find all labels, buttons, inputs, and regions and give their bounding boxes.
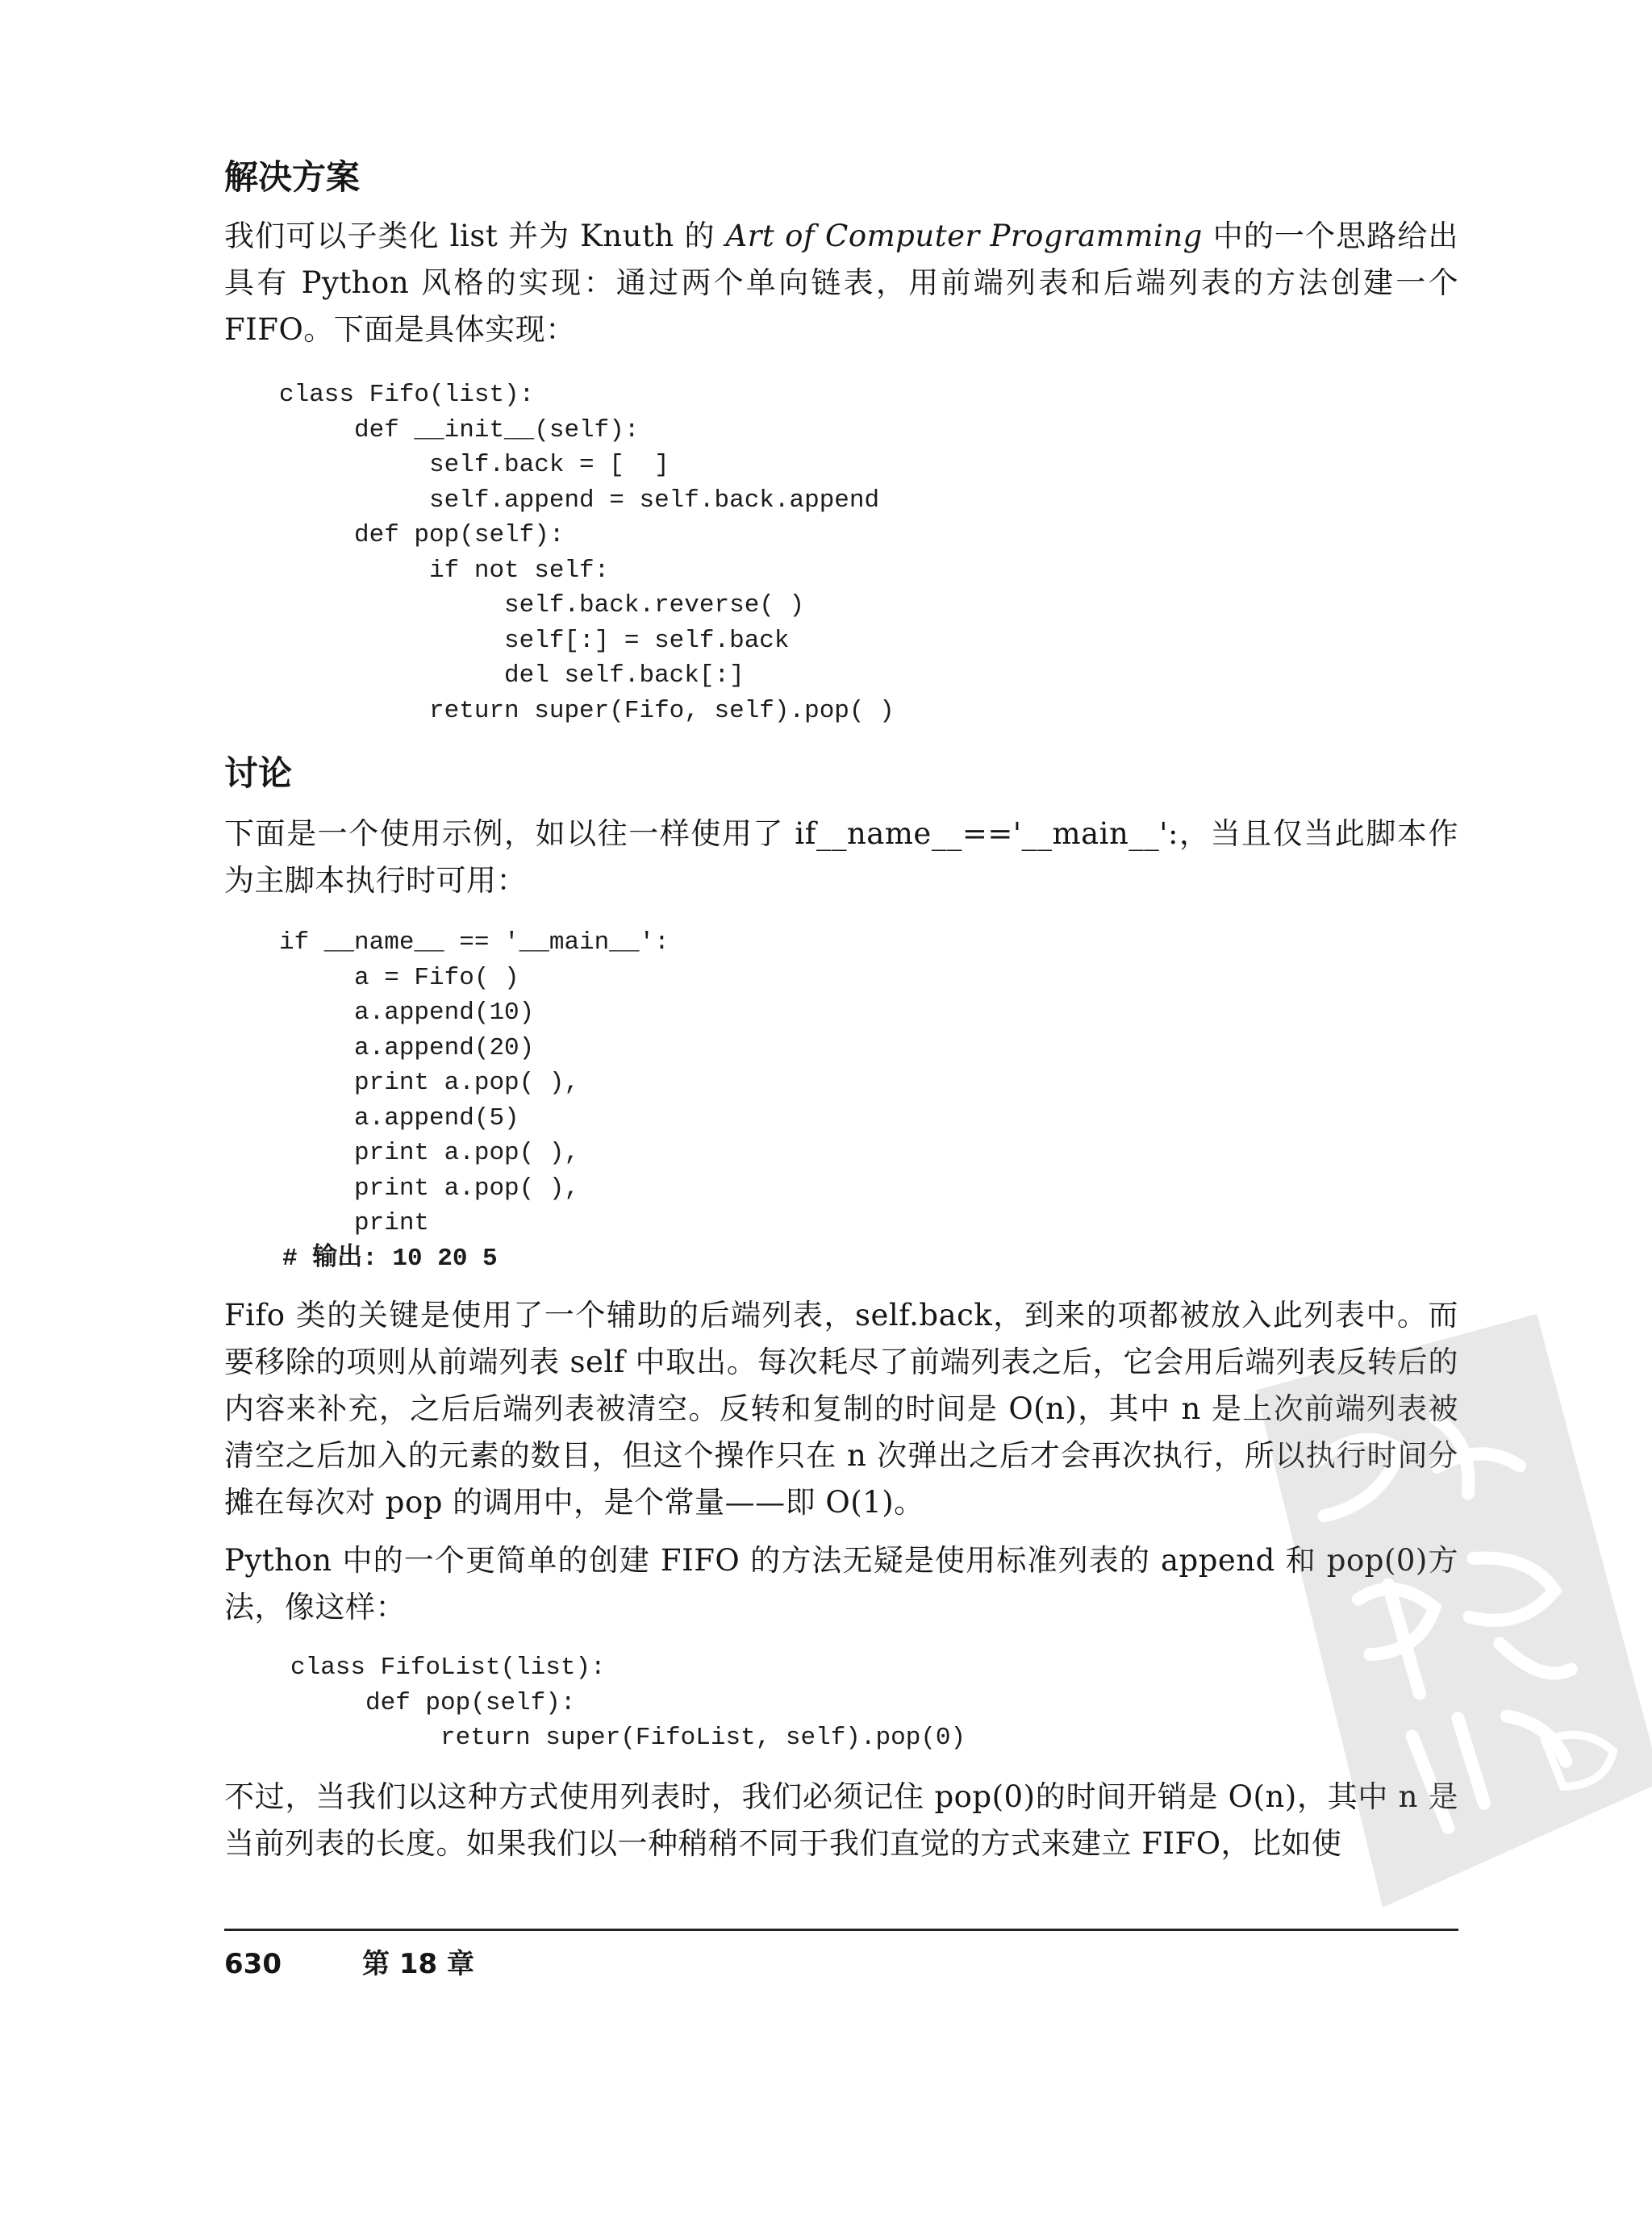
page-number: 630	[224, 1948, 282, 1980]
solution-heading: 解决方案	[224, 157, 361, 197]
footer-divider	[224, 1929, 1458, 1931]
chapter-label: 第 18 章	[361, 1948, 474, 1980]
discussion-paragraph-4: 不过，当我们以这种方式使用列表时，我们必须记住 pop(0)的时间开销是 O(n)，其中 n 是当前列表的长度。如果我们以一种稍稍不同于我们直觉的方式来建立 FIFO，比如使	[224, 1779, 1458, 1861]
book-title-italic: Art of Computer Programming	[725, 219, 1203, 253]
discussion-paragraph-1: 下面是一个使用示例，如以往一样使用了 if__name__=='__main__':，当且仅当此脚本作为主脚本执行时可用：	[224, 816, 1458, 898]
solution-paragraph	[224, 213, 1458, 353]
solution-text-2: 中的一个思路给出具有 Python 风格的实现：通过两个单向链表，用前端列表和后端列表的方法创建一个 FIFO。下面是具体实现：	[224, 219, 1458, 347]
discussion-paragraph-2: Fifo 类的关键是使用了一个辅助的后端列表，self.back，到来的项都被放入此列表中。而要移除的项则从前端列表 self 中取出。每次耗尽了前端列表之后，它会用后端列表反转后的内容来补充，之后后端列表被清空。反转和复制的时间是 O(n)，其中 n 是上次前端列表被清空之后加入的元素的数目，但这个操作只在 n 次弹出之后才会再次执行，所以执行时间分摊在每次对 pop 的调用中，是个常量——即 O(1)。	[224, 1298, 1458, 1520]
usage-example-output: # 输出: 10 20 5	[282, 1244, 498, 1273]
usage-example-code: if __name__ == '__main__': a = Fifo( ) a.append(10) a.append(20) print a.pop( ), a.append(5) print a.pop( ), print a.pop( ), print	[279, 928, 670, 1237]
fifo-class-code: class Fifo(list): def __init__(self): self.back = [ ] self.append = self.back.append def pop(self): if not self: self.back.reverse( ) self[:] = self.back del self.back[:] return super(Fifo, self).pop( )	[279, 381, 895, 725]
solution-text-1: 我们可以子类化 list 并为 Knuth 的	[224, 219, 726, 253]
discussion-paragraph-3: Python 中的一个更简单的创建 FIFO 的方法无疑是使用标准列表的 append 和 pop(0)方法，像这样：	[224, 1543, 1458, 1624]
fifolist-class-code: class FifoList(list): def pop(self): return super(FifoList, self).pop(0)	[290, 1654, 966, 1752]
page-footer	[224, 1944, 474, 1984]
discussion-heading: 讨论	[224, 753, 293, 793]
